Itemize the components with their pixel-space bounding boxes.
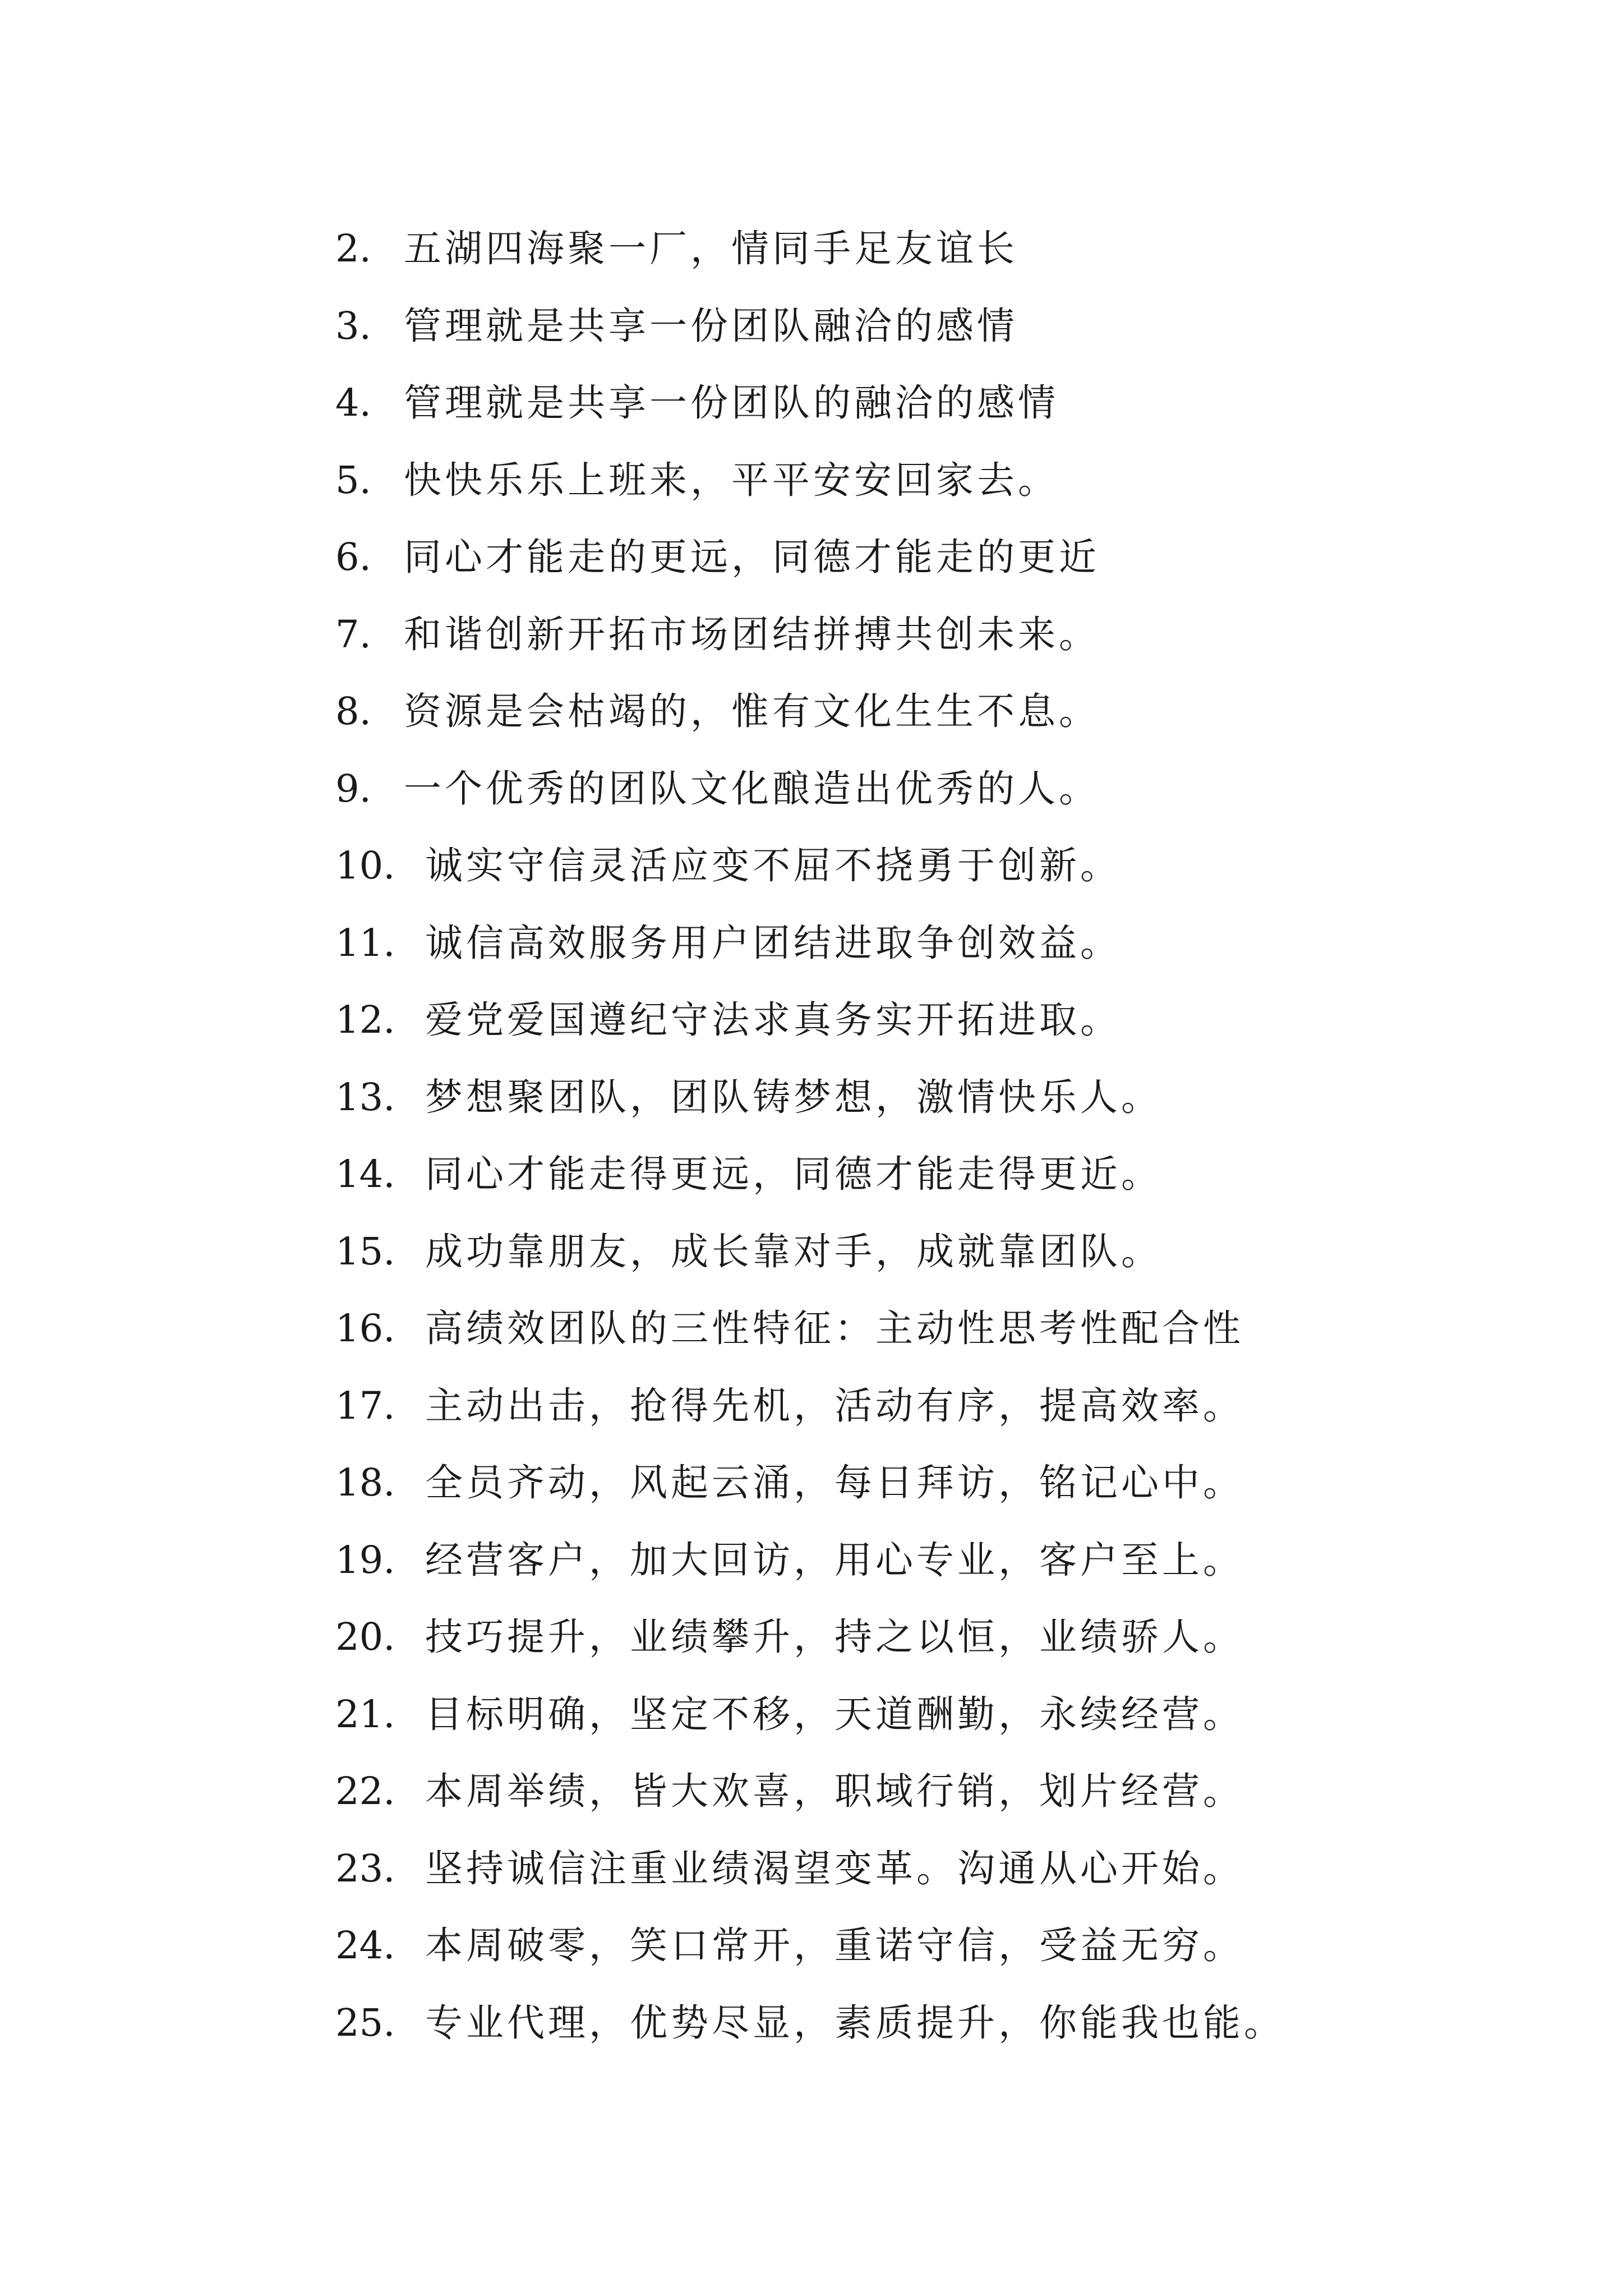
item-number: 15.: [335, 1229, 395, 1273]
item-text: 全员齐动，风起云涌，每日拜访，铭记心中。: [425, 1461, 1244, 1504]
slogan-list: [335, 210, 1569, 2062]
item-number: 2.: [335, 227, 371, 270]
item-text: 专业代理，优势尽显，素质提升，你能我也能。: [425, 2000, 1285, 2045]
item-text: 本周破零，笑口常开，重诺守信，受益无穷。: [425, 1924, 1244, 1967]
list-item: [335, 519, 1569, 596]
list-item: [335, 210, 1569, 288]
item-number: 17.: [335, 1383, 395, 1428]
list-item: [335, 365, 1569, 442]
item-number: 11.: [335, 921, 395, 965]
list-item: [335, 1907, 1569, 1985]
item-text: 资源是会枯竭的，惟有文化生生不息。: [404, 689, 1100, 733]
item-text: 五湖四海聚一厂，情同手足友谊长: [404, 227, 1018, 270]
item-text: 管理就是共享一份团队融洽的感情: [404, 303, 1018, 348]
item-number: 13.: [335, 1075, 395, 1119]
list-item: [335, 1830, 1569, 1908]
list-item: [335, 1753, 1569, 1830]
item-text: 经营客户，加大回访，用心专业，客户至上。: [425, 1538, 1244, 1582]
item-number: 18.: [335, 1461, 395, 1504]
list-item: [335, 288, 1569, 365]
item-text: 主动出击，抢得先机，活动有序，提高效率。: [425, 1383, 1244, 1428]
list-item: [335, 1676, 1569, 1754]
item-number: 3.: [335, 303, 371, 348]
item-number: 25.: [335, 2000, 395, 2045]
item-number: 7.: [335, 612, 371, 656]
item-text: 本周举绩，皆大欢喜，职域行销，划片经营。: [425, 1769, 1244, 1813]
item-text: 坚持诚信注重业绩渴望变革。沟通从心开始。: [425, 1846, 1244, 1890]
list-item: [335, 1444, 1569, 1522]
item-text: 一个优秀的团队文化酿造出优秀的人。: [404, 766, 1100, 811]
list-item: [335, 982, 1569, 1059]
item-text: 同心才能走的更远，同德才能走的更近: [404, 535, 1100, 579]
item-number: 9.: [335, 766, 371, 811]
list-item: [335, 596, 1569, 674]
item-text: 诚实守信灵活应变不屈不挠勇于创新。: [425, 844, 1121, 887]
item-number: 6.: [335, 535, 371, 579]
item-text: 爱党爱国遵纪守法求真务实开拓进取。: [425, 998, 1121, 1042]
item-text: 目标明确，坚定不移，天道酬勤，永续经营。: [425, 1692, 1244, 1736]
item-number: 12.: [335, 998, 395, 1042]
list-item: [335, 1136, 1569, 1213]
item-number: 8.: [335, 689, 371, 733]
list-item: [335, 1985, 1569, 2062]
item-number: 19.: [335, 1538, 395, 1582]
item-text: 成功靠朋友，成长靠对手，成就靠团队。: [425, 1229, 1162, 1273]
item-number: 5.: [335, 458, 371, 502]
list-item: [335, 442, 1569, 519]
list-item: [335, 1059, 1569, 1137]
list-item: [335, 1290, 1569, 1368]
item-text: 技巧提升，业绩攀升，持之以恒，业绩骄人。: [425, 1615, 1244, 1659]
item-number: 21.: [335, 1692, 395, 1736]
item-number: 4.: [335, 381, 371, 425]
item-text: 快快乐乐上班来，平平安安回家去。: [404, 458, 1059, 502]
list-item: [335, 827, 1569, 905]
item-text: 同心才能走得更远，同德才能走得更近。: [425, 1152, 1162, 1196]
item-text: 高绩效团队的三性特征：主动性思考性配合性: [425, 1306, 1244, 1350]
item-text: 和谐创新开拓市场团结拼搏共创未来。: [404, 612, 1100, 656]
list-item: [335, 751, 1569, 828]
item-number: 14.: [335, 1152, 395, 1196]
item-text: 管理就是共享一份团队的融洽的感情: [404, 381, 1059, 425]
list-item: [335, 1368, 1569, 1445]
item-text: 梦想聚团队，团队铸梦想，激情快乐人。: [425, 1075, 1162, 1119]
item-number: 20.: [335, 1615, 395, 1659]
list-item: [335, 1522, 1569, 1599]
list-item: [335, 1213, 1569, 1291]
item-number: 10.: [335, 844, 395, 887]
item-number: 24.: [335, 1924, 395, 1967]
list-item: [335, 905, 1569, 982]
item-number: 22.: [335, 1769, 395, 1813]
list-item: [335, 1599, 1569, 1676]
list-item: [335, 673, 1569, 751]
item-text: 诚信高效服务用户团结进取争创效益。: [425, 921, 1121, 965]
item-number: 16.: [335, 1306, 395, 1350]
item-number: 23.: [335, 1846, 395, 1890]
